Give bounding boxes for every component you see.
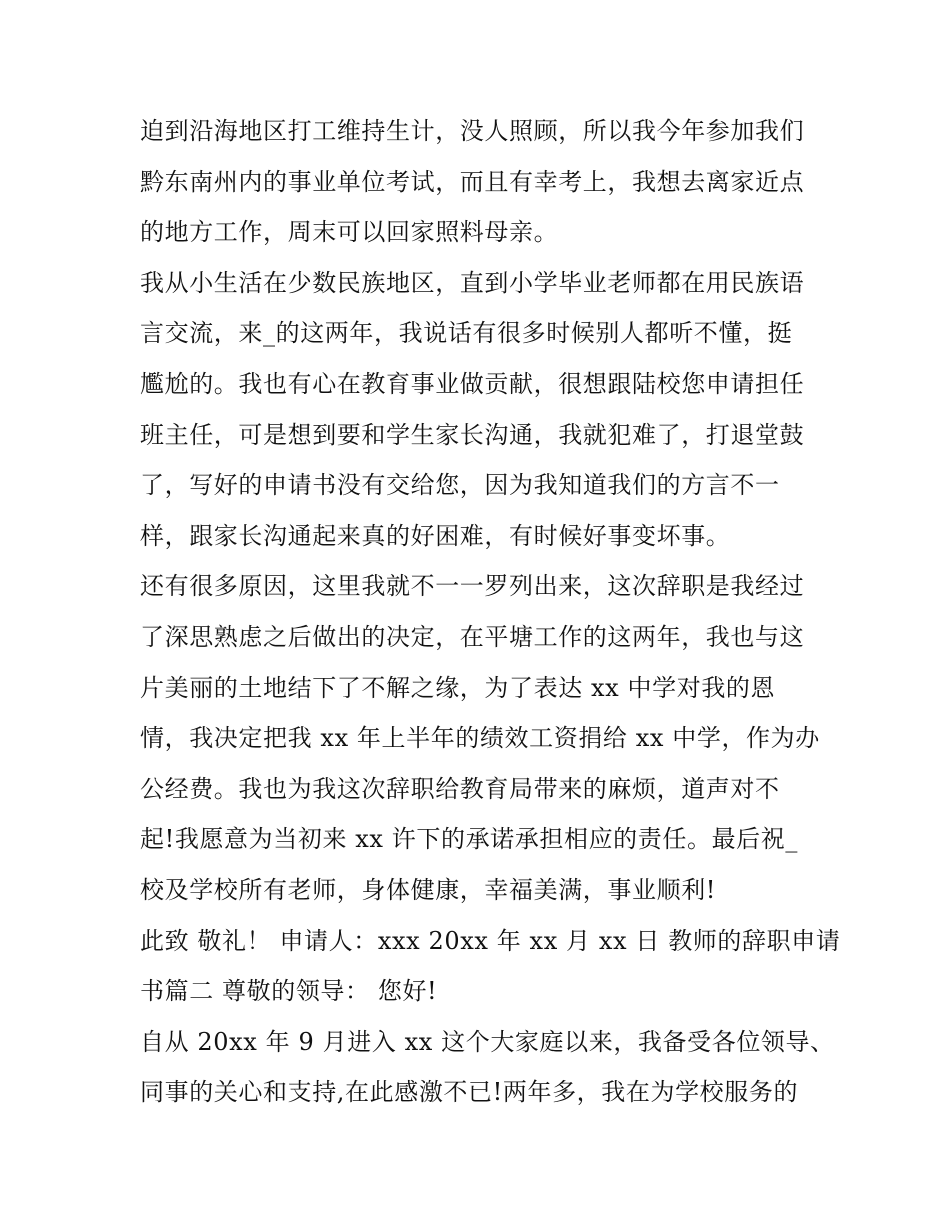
text-line: 样，跟家长沟通起来真的好困难，有时候好事变坏事。 [140,521,731,550]
text-line: 情，我决定把我 xx 年上半年的绩效工资捐给 xx 中学，作为办 [140,724,820,753]
text-line: 言交流，来_的这两年，我说话有很多时候别人都听不懂，挺 [140,319,793,348]
text-line: 了深思熟虑之后做出的决定，在平塘工作的这两年，我也与这 [140,622,805,651]
text-line: 班主任，可是想到要和学生家长沟通，我就犯难了，打退堂鼓 [140,420,805,449]
text-line: 片美丽的土地结下了不解之缘，为了表达 xx 中学对我的恩 [140,673,776,702]
text-line: 还有很多原因，这里我就不一一罗列出来，这次辞职是我经过 [140,572,805,601]
text-line: 了，写好的申请书没有交给您，因为我知道我们的方言不一 [140,471,780,500]
text-line: 书篇二 尊敬的领导： 您好! [140,977,438,1006]
text-line: 的地方工作，周末可以回家照料母亲。 [140,218,559,247]
text-line: 尷尬的。我也有心在教育事业做贡献，很想跟陆校您申请担任 [140,369,805,398]
text-line: 自从 20xx 年 9 月进入 xx 这个大家庭以来，我备受各位领导、 [140,1027,835,1056]
text-line: 校及学校所有老师，身体健康，幸福美满，事业顺利! [140,875,717,904]
text-line: 黔东南州内的事业单位考试，而且有幸考上，我想去离家近点 [140,167,805,196]
text-line: 起!我愿意为当初来 xx 许下的承诺承担相应的责任。最后祝_ [140,825,798,854]
text-line: 公经费。我也为我这次辞职给教育局带来的麻烦，道声对不 [140,774,780,803]
text-line: 我从小生活在少数民族地区，直到小学毕业老师都在用民族语 [140,268,805,297]
text-line: 同事的关心和支持,在此感激不已!两年多，我在为学校服务的 [140,1078,799,1107]
text-line: 此致 敬礼！ 申请人：xxx 20xx 年 xx 月 xx 日 教师的辞职申请 [140,926,841,955]
document-body [140,106,841,1118]
text-line: 迫到沿海地区打工维持生计，没人照顾，所以我今年参加我们 [140,117,805,145]
